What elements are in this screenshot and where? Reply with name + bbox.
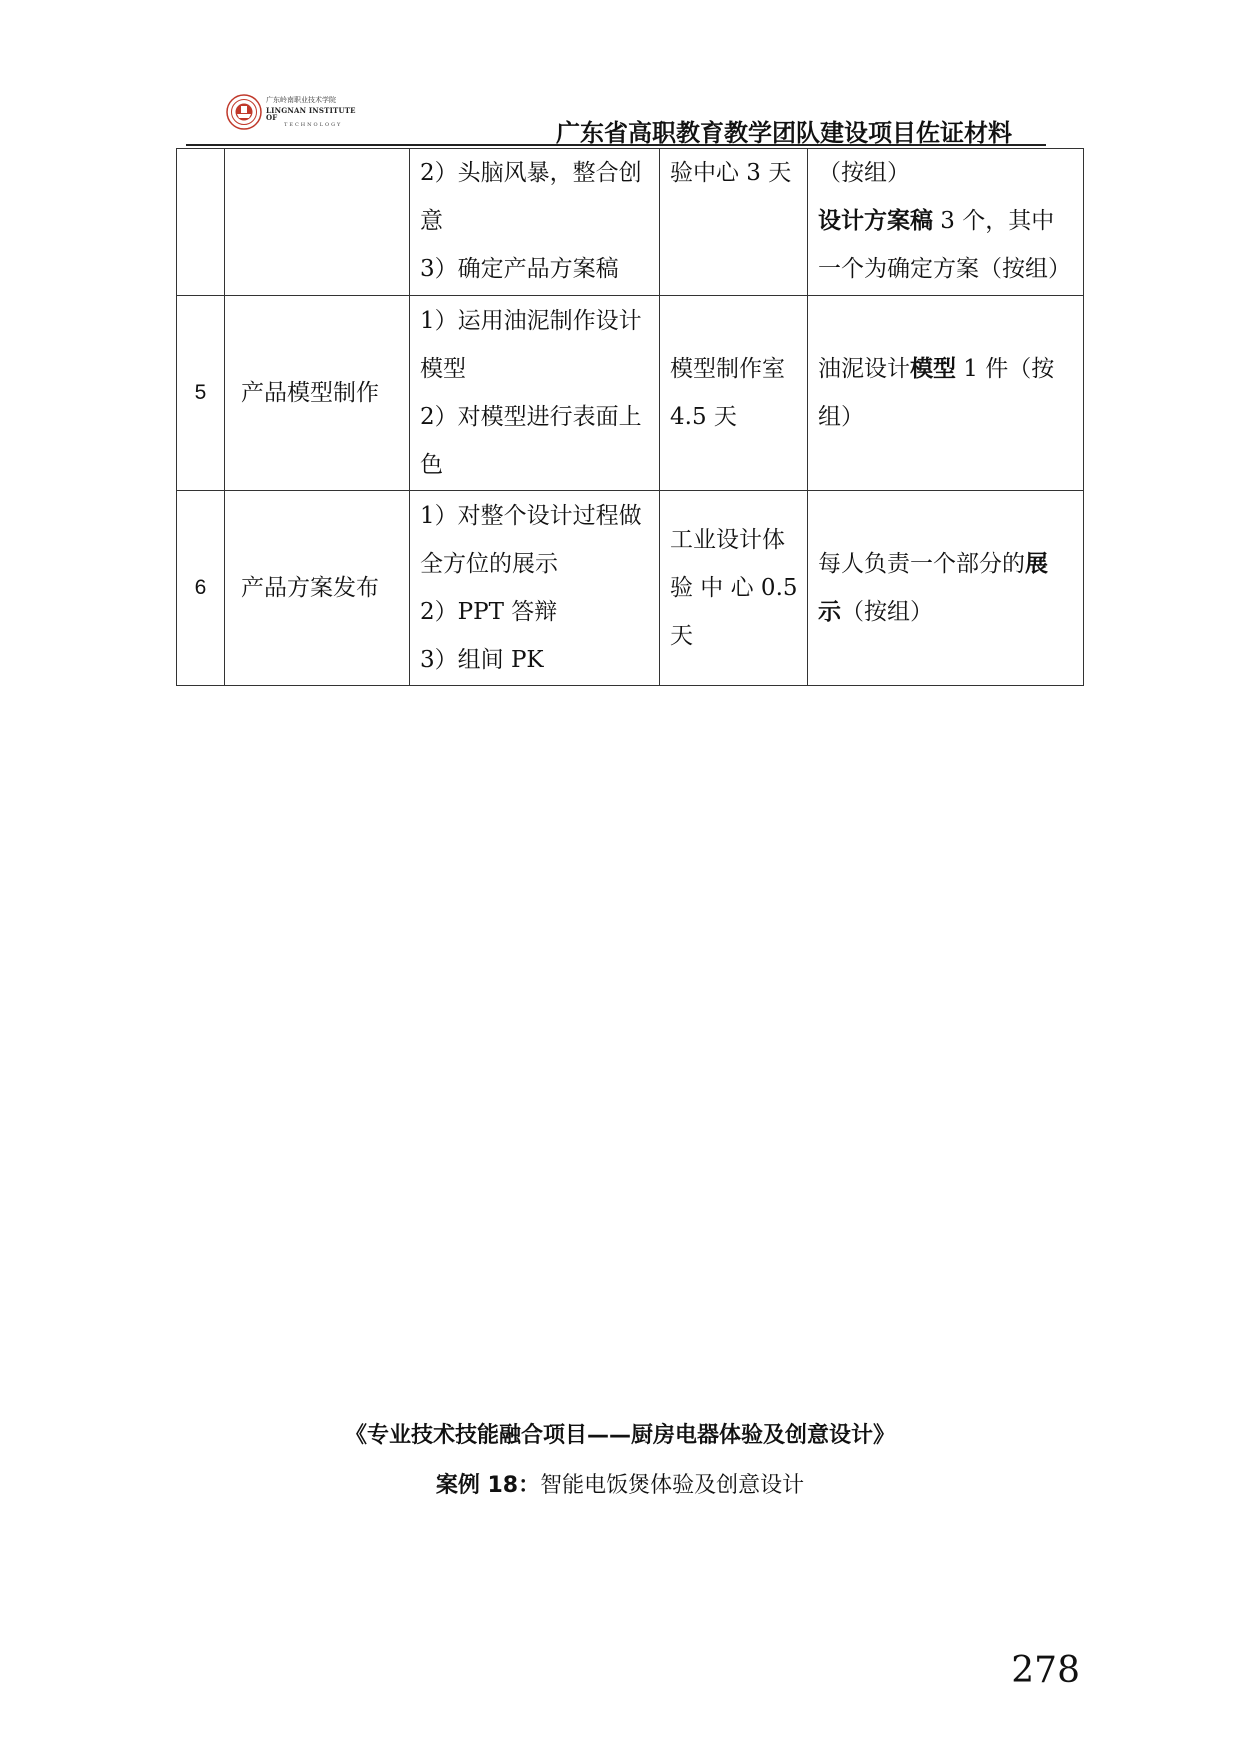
- content-line: 模型: [420, 356, 466, 382]
- step-content: [410, 491, 660, 686]
- venue-line: 模型制作室: [670, 356, 785, 382]
- output-line: [818, 540, 1073, 588]
- content-line: 3）组间 PK: [420, 647, 544, 673]
- step-name: [225, 149, 410, 296]
- header-title: 广东省高职教育教学团队建设项目佐证材料: [556, 119, 1012, 147]
- output-text: 3 个，其中: [933, 208, 1055, 234]
- page-number: 278: [1011, 1650, 1080, 1691]
- step-venue: [660, 491, 808, 686]
- output-line: [818, 197, 1073, 245]
- step-venue: [660, 149, 808, 296]
- step-name: 产品方案发布: [225, 491, 410, 686]
- content-line: 1）对整个设计过程做: [420, 503, 642, 529]
- output-keyword: 示: [818, 598, 841, 625]
- table-row: [177, 491, 1084, 686]
- output-text: 1 件（按: [956, 356, 1055, 382]
- content-line: 3）确定产品方案稿: [420, 256, 619, 282]
- output-line: （按组）: [818, 160, 910, 186]
- logo-name-cn: 广东岭南职业技术学院: [266, 96, 336, 104]
- institution-logo: [226, 94, 366, 134]
- content-line: 全方位的展示: [420, 551, 558, 577]
- logo-name-en: LINGNAN INSTITUTE OF: [266, 106, 356, 122]
- output-keyword: 模型: [910, 355, 956, 382]
- case-label: 案例 18：: [435, 1473, 541, 1498]
- step-number: 6: [177, 491, 225, 686]
- venue-line: 天: [670, 623, 693, 649]
- output-line: 一个为确定方案（按组）: [818, 256, 1071, 282]
- case-series-title: 《专业技术技能融合项目——厨房电器体验及创意设计》: [344, 1423, 895, 1448]
- header-divider: [186, 144, 1046, 146]
- content-line: 2）头脑风暴，整合创: [420, 160, 642, 186]
- step-number: 5: [177, 296, 225, 491]
- content-line: 色: [420, 452, 443, 478]
- output-line: [818, 588, 1073, 636]
- step-content: [410, 296, 660, 491]
- content-line: 1）运用油泥制作设计: [420, 308, 642, 334]
- output-text: （按组）: [841, 599, 933, 625]
- output-line: 组）: [818, 404, 864, 430]
- project-plan-table: [176, 148, 1084, 686]
- output-line: [818, 345, 1073, 393]
- step-name: 产品模型制作: [225, 296, 410, 491]
- output-keyword: 展: [1025, 550, 1048, 577]
- logo-name-en-2: TECHNOLOGY: [284, 122, 343, 128]
- venue-line: 4.5 天: [670, 404, 737, 430]
- case-name: 智能电饭煲体验及创意设计: [540, 1473, 805, 1498]
- output-text: 油泥设计: [818, 356, 910, 382]
- case-subtitle: [0, 1468, 1240, 1499]
- venue-line: 验 中 心 0.5: [670, 575, 798, 601]
- step-content: [410, 149, 660, 296]
- step-output: [808, 149, 1084, 296]
- seal-icon: [226, 94, 262, 130]
- step-output: [808, 296, 1084, 491]
- output-text: 每人负责一个部分的: [818, 551, 1025, 577]
- step-output: [808, 491, 1084, 686]
- content-line: 2）PPT 答辩: [420, 599, 558, 625]
- table-row: [177, 296, 1084, 491]
- venue-line: 验中心 3 天: [670, 160, 792, 186]
- step-number: [177, 149, 225, 296]
- content-line: 2）对模型进行表面上: [420, 404, 642, 430]
- content-line: 意: [420, 208, 443, 234]
- output-keyword: 设计方案稿: [818, 207, 933, 234]
- table-row: [177, 149, 1084, 296]
- step-venue: [660, 296, 808, 491]
- venue-line: 工业设计体: [670, 527, 785, 553]
